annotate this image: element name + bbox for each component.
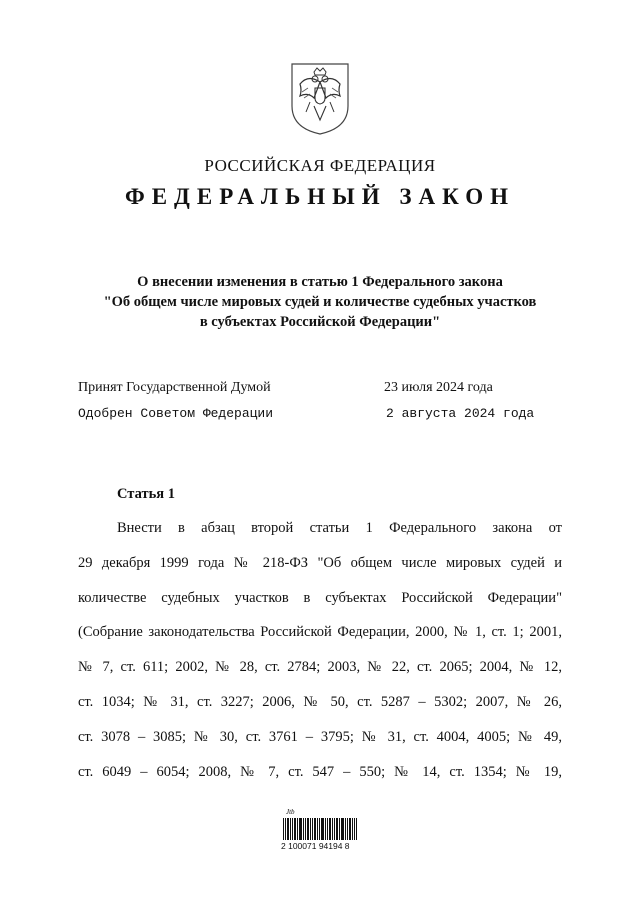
article-body: [78, 518, 562, 796]
law-title: [60, 272, 580, 332]
barcode-icon: [283, 818, 357, 840]
council-approval-label: Одобрен Советом Федерации: [78, 406, 274, 421]
article-text-line: ст. 6049 – 6054; 2008, № 7, ст. 547 – 550; № 14, ст. 1354; № 19,: [78, 763, 562, 780]
law-title-line: в субъектах Российской Федерации": [199, 314, 441, 330]
article-text-line: количестве судебных участков в субъектах Российской Федерации": [78, 589, 562, 606]
council-approval-date: 2 августа 2024 года: [386, 406, 535, 421]
barcode-number: 2 100071 94194 8: [281, 841, 350, 851]
article-text-line: ст. 3078 – 3085; № 30, ст. 3761 – 3795; № 31, ст. 4004, 4005; № 49,: [78, 728, 562, 745]
duma-adoption-label: Принят Государственной Думой: [78, 380, 271, 395]
article-text-line: ст. 1034; № 31, ст. 3227; 2006, № 50, ст. 5287 – 5302; 2007, № 26,: [78, 693, 562, 710]
article-text-line: Внести в абзац второй статьи 1 Федерального закона от: [117, 520, 562, 536]
article-text-line: № 7, ст. 611; 2002, № 28, ст. 2784; 2003, № 22, ст. 2065; 2004, № 12,: [78, 659, 562, 676]
law-title-line: "Об общем числе мировых судей и количестве судебных участков: [103, 294, 537, 310]
duma-adoption-date: 23 июля 2024 года: [384, 380, 493, 395]
document-type: ФЕДЕРАЛЬНЫЙ ЗАКОН: [124, 184, 516, 209]
article-text-line: 29 декабря 1999 года № 218-ФЗ "Об общем числе мировых судей и: [78, 554, 562, 571]
country-name: РОССИЙСКАЯ ФЕДЕРАЦИЯ: [204, 156, 436, 175]
law-title-line: О внесении изменения в статью 1 Федерального закона: [137, 274, 503, 290]
coat-of-arms-icon: [288, 62, 352, 136]
barcode-mark: Jtb: [286, 808, 295, 816]
article-text-line: (Собрание законодательства Российской Федерации, 2000, № 1, ст. 1; 2001,: [78, 624, 562, 641]
article-heading: Статья 1: [117, 486, 175, 502]
